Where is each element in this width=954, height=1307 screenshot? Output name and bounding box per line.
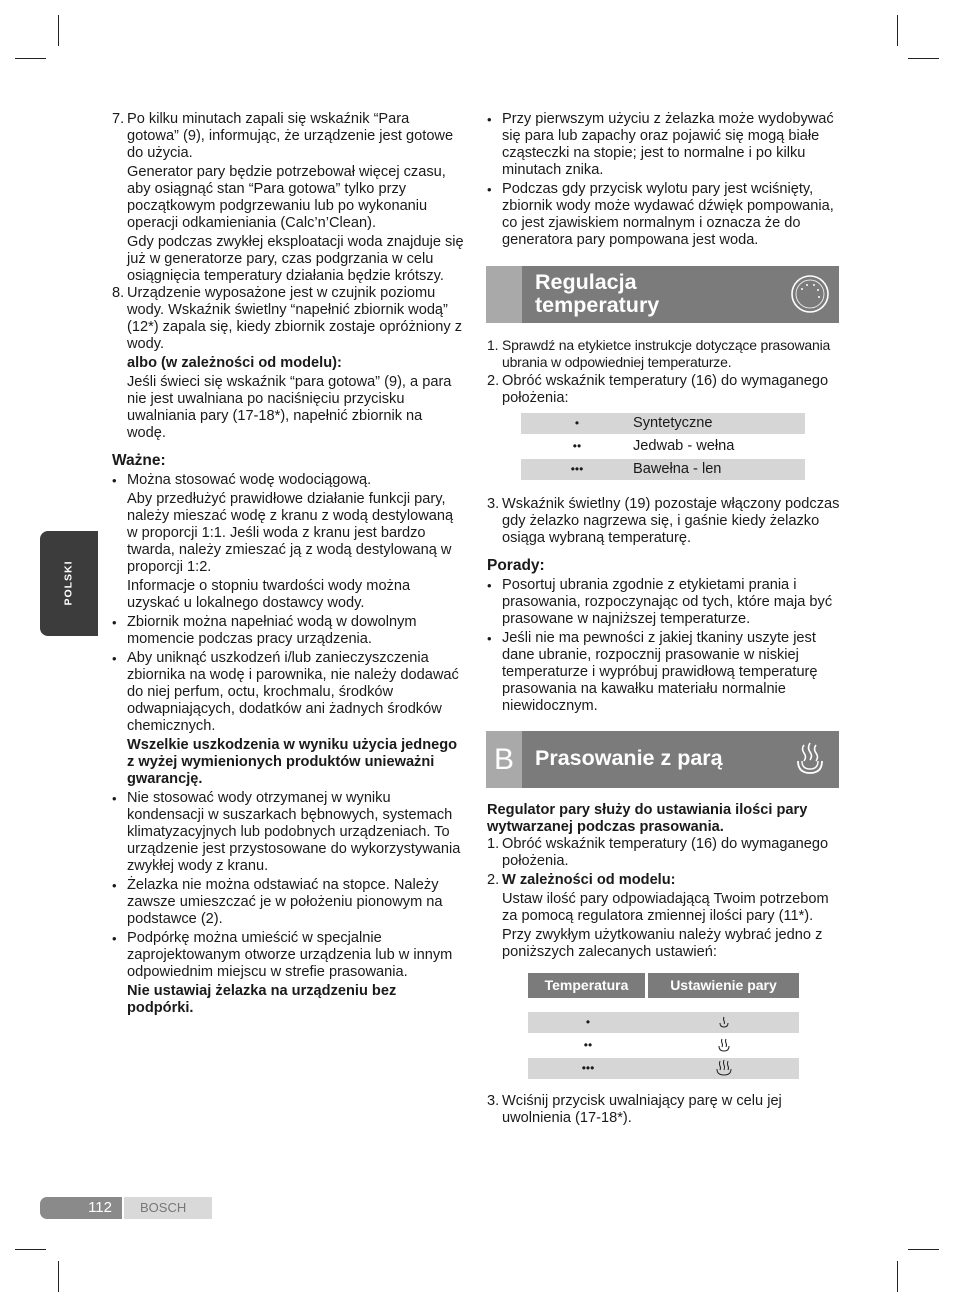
temperature-dots: •• — [572, 439, 582, 453]
steam-iron-icon — [790, 739, 830, 779]
section-title: Prasowanie z parą — [535, 746, 723, 770]
table-row — [521, 459, 805, 480]
step-3 — [487, 496, 841, 547]
section-header-temperature — [486, 266, 839, 323]
list-item — [112, 614, 464, 648]
crop-mark — [908, 1249, 939, 1250]
step-2 — [487, 373, 841, 407]
list-item — [112, 650, 464, 788]
list-item — [487, 111, 841, 179]
crop-mark — [15, 1249, 46, 1250]
bullet-icon: • — [487, 631, 492, 646]
bullet-text: Nie stosować wody otrzymanej w wyniku kondensacji w suszarkach bębnowych, systemach klimatyzacyjnych lub podobnych urządzeniach. To urządzenie jest przystosowane do wykorzystywania zwykłej wody z kranu. — [127, 790, 461, 874]
bullet-icon: • — [112, 878, 117, 893]
fabric-label: Syntetyczne — [633, 415, 713, 431]
temperature-dots: ••• — [570, 462, 584, 476]
steam-step-3 — [487, 1093, 841, 1127]
bullet-icon: • — [112, 651, 117, 666]
section-title — [535, 271, 659, 317]
step-paragraph: Ustaw ilość pary odpowiadającą Twoim potrzebom za pomocą regulatora zmiennej ilości pary (11*). — [502, 891, 829, 924]
bullet-paragraph: Aby przedłużyć prawidłowe działanie funkcji pary, należy mieszać wodę z kranu z wodą destylowaną w proporcji 1:1. Jeśli woda z kranu jest bardzo twarda, należy zmieszać ją z wodą destylowaną w proporcji 1:2. — [127, 491, 454, 575]
crop-mark — [58, 15, 59, 46]
bullet-paragraph: Informacje o stopniu twardości wody można uzyskać u lokalnego dostawcy wody. — [127, 578, 411, 611]
steam-medium-icon — [716, 1037, 732, 1053]
brand-box — [124, 1197, 212, 1219]
bullet-text: Posortuj ubrania zgodnie z etykietami prania i prasowania, rozpoczynając od tych, które maja być prasowane w najniższej temperaturze. — [502, 577, 833, 627]
temperature-dial-icon — [790, 274, 830, 314]
table-header — [528, 973, 799, 998]
important-heading: Ważne: — [112, 452, 166, 469]
bullet-icon: • — [487, 182, 492, 197]
temperature-dots: • — [585, 1015, 591, 1029]
step-text: Urządzenie wyposażone jest w czujnik poziomu wody. Wskaźnik świetlny “napełnić zbiornik wodą” (12*) zapala się, kiedy zbiornik zostaje opróżniony z wody. — [127, 285, 463, 352]
step-number: 7. — [112, 111, 125, 127]
bullet-icon: • — [112, 791, 117, 806]
column-header: Temperatura — [528, 973, 645, 998]
list-item — [487, 630, 841, 715]
step-8 — [112, 285, 464, 442]
steam-settings-table — [528, 973, 799, 1079]
temperature-dots: • — [574, 416, 580, 430]
step-number: 8. — [112, 285, 125, 301]
crop-mark — [58, 1261, 59, 1292]
section-header-steam — [486, 731, 839, 788]
steam-intro: Regulator pary służy do ustawiania ilości pary wytwarzanej podczas prasowania. — [487, 802, 808, 835]
language-tab-label: POLSKI — [62, 560, 75, 606]
crop-mark — [15, 58, 46, 59]
step-paragraph: Przy zwykłym użytkowaniu należy wybrać jedno z poniższych zalecanych ustawień: — [502, 927, 823, 960]
table-row — [521, 413, 805, 434]
temperature-table — [521, 413, 805, 480]
step-1 — [487, 337, 841, 371]
step-text: Obróć wskaźnik temperatury (16) do wymaganego położenia. — [502, 836, 829, 869]
list-item — [112, 472, 464, 612]
step-number: 1. — [487, 337, 499, 353]
language-tab — [40, 531, 98, 636]
list-item — [112, 930, 464, 1017]
bullet-text: Aby uniknąć uszkodzeń i/lub zanieczyszczenia zbiornika na wodę i parownika, nie należy dodawać do niej perfum, octu, krochmalu, środków odwapniających, dodatków ani żadnych środków chemicznych. — [127, 650, 459, 734]
steam-step-2 — [487, 872, 841, 961]
bullet-icon: • — [112, 615, 117, 630]
list-item — [487, 181, 841, 249]
step-paragraph: Generator pary będzie potrzebował więcej czasu, aby osiągnąć stan “Para gotowa” tylko przy początkowym podgrzewaniu lub po wykonaniu operacji odkamieniania (Calc’n’Clean). — [127, 164, 446, 231]
bullet-text: Podpórkę można umieścić w specjalnie zaprojektowanym otworze urządzenia lub w innym odpowiednim miejscu w strefie prasowania. — [127, 930, 453, 980]
temperature-dots: •• — [583, 1038, 593, 1052]
step-text: Sprawdź na etykietce instrukcje dotyczące prasowania ubrania w odpowiedniej temperaturze. — [502, 337, 831, 370]
right-column — [487, 111, 841, 1127]
step-text: Po kilku minutach zapali się wskaźnik “Para gotowa” (9), informując, że urządzenie jest gotowe do użycia. — [127, 111, 454, 161]
table-row — [528, 1012, 799, 1033]
bullet-icon: • — [487, 578, 492, 593]
bullet-icon: • — [487, 112, 492, 127]
bullet-text: Przy pierwszym użyciu z żelazka może wydobywać się para lub zapachy oraz pojawić się mogą białe cząsteczki na stopie; jest to normalne i po kilku minutach znika. — [502, 111, 834, 178]
section-title-line: Regulacja — [535, 270, 637, 294]
fabric-label: Bawełna - len — [633, 461, 722, 477]
section-letter: B — [493, 743, 514, 776]
bullet-text: Żelazka nie można odstawiać na stopce. Należy zawsze umieszczać je w położeniu pionowym na podstawce (2). — [127, 877, 443, 927]
step-number: 3. — [487, 1093, 500, 1109]
crop-mark — [908, 58, 939, 59]
page-footer — [40, 1197, 212, 1219]
section-marker — [486, 266, 522, 323]
steam-step-1 — [487, 836, 841, 870]
page-number: 112 — [88, 1199, 112, 1216]
table-row — [528, 1035, 799, 1056]
table-row — [528, 1058, 799, 1079]
list-item — [112, 790, 464, 875]
section-letter-box — [486, 731, 522, 788]
bullet-text: Zbiornik można napełniać wodą w dowolnym momencie podczas pracy urządzenia. — [127, 614, 417, 647]
column-header: Ustawienie pary — [648, 973, 799, 998]
left-column — [112, 111, 464, 1017]
bullet-icon: • — [112, 931, 117, 946]
table-row — [521, 436, 805, 457]
step-number: 2. — [487, 373, 500, 389]
crop-mark — [897, 15, 898, 46]
steam-low-icon — [717, 1015, 731, 1029]
bullet-bold-note: Nie ustawiaj żelazka na urządzeniu bez podpórki. — [127, 983, 397, 1016]
bullet-text: Jeśli nie ma pewności z jakiej tkaniny uszyte jest dane ubranie, rozpocznij prasowanie w niskiej temperaturze i wypróbuj prawidłową temperaturę prasowania na kawałku materiału normalnie niewidocznym. — [502, 630, 818, 714]
step-bold-note: albo (w zależności od modelu): — [127, 355, 342, 371]
step-bold-note: W zależności od modelu: — [502, 872, 676, 888]
bullet-text: Podczas gdy przycisk wylotu pary jest wciśnięty, zbiornik wody może wydawać dźwięk pompowania, co jest zjawiskiem normalnym i oznacza że do generatora pary pompowana jest woda. — [502, 181, 834, 248]
step-7 — [112, 111, 464, 285]
step-number: 3. — [487, 496, 500, 512]
bullet-icon: • — [112, 473, 117, 488]
step-number: 1. — [487, 836, 500, 852]
step-paragraph: Jeśli świeci się wskaźnik “para gotowa” (9), a para nie jest uwalniana po naciśnięciu przycisku uwalniania pary (17-18*), napełnić zbiornik na wodę. — [127, 374, 452, 441]
bullet-bold-note: Wszelkie uszkodzenia w wyniku użycia jednego z wyżej wymienionych produktów unieważni gwarancję. — [127, 737, 458, 787]
crop-mark — [897, 1261, 898, 1292]
list-item — [112, 877, 464, 928]
step-text: Wskaźnik świetlny (19) pozostaje włączony podczas gdy żelazko nagrzewa się, i gaśnie kiedy żelazko osiąga wybraną temperaturę. — [502, 496, 840, 546]
list-item — [487, 577, 841, 628]
fabric-label: Jedwab - wełna — [633, 438, 735, 454]
step-number: 2. — [487, 872, 500, 888]
section-title-line: temperatury — [535, 293, 660, 317]
bullet-text: Można stosować wodę wodociągową. — [127, 472, 372, 488]
temperature-dots: ••• — [581, 1061, 595, 1075]
step-text: Obróć wskaźnik temperatury (16) do wymaganego położenia: — [502, 373, 829, 406]
tips-heading: Porady: — [487, 557, 545, 574]
step-text: Wciśnij przycisk uwalniający parę w celu jej uwolnienia (17-18*). — [502, 1093, 782, 1126]
page-number-box — [40, 1197, 122, 1219]
step-paragraph: Gdy podczas zwykłej eksploatacji woda znajduje się już w generatorze pary, czas podgrzania w celu osiągnięcia temperatury działania będzie krótszy. — [127, 234, 464, 284]
brand-label: BOSCH — [140, 1200, 187, 1215]
steam-high-icon — [715, 1059, 733, 1077]
